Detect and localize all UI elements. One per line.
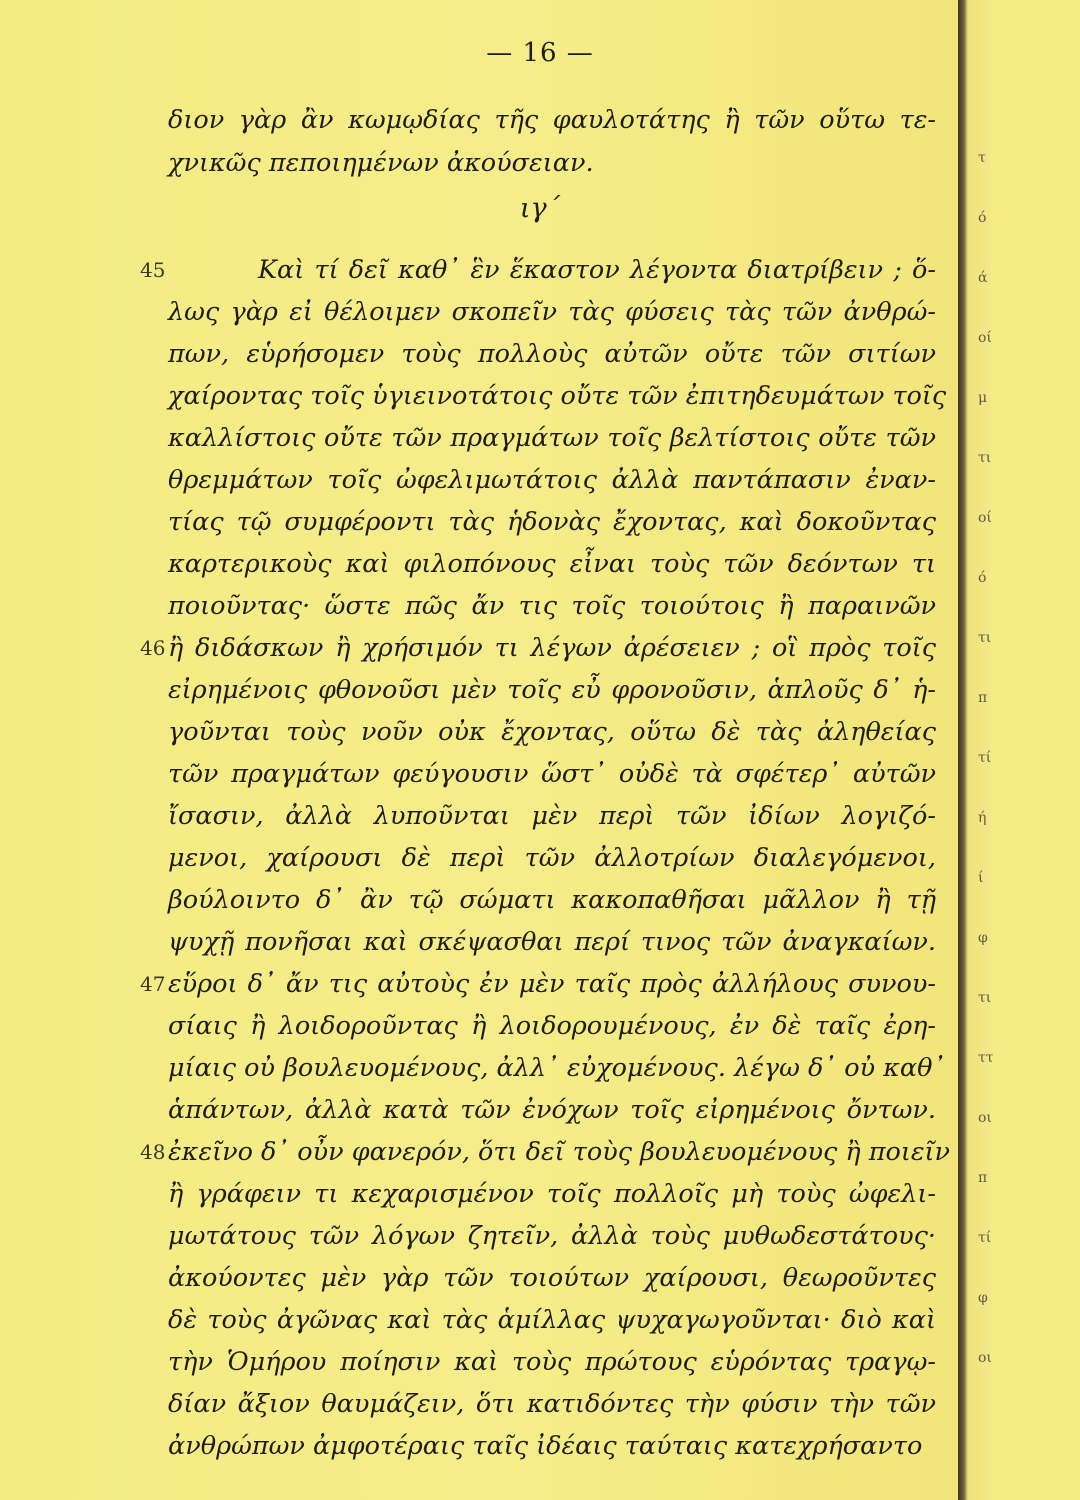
text-line: γοῦνται τοὺς νοῦν οὐκ ἔχοντας, οὕτω δὲ τὰς ἀληθείας <box>168 717 936 747</box>
facing-page-fragment: τ <box>978 150 986 166</box>
facing-page-fragment: ττ <box>978 1050 994 1066</box>
facing-page-fragment: τι <box>978 450 992 466</box>
text-line: λως γὰρ εἰ θέλοιμεν σκοπεῖν τὰς φύσεις τὰς τῶν ἀνθρώ- <box>168 297 936 327</box>
text-line: ἢ διδάσκων ἢ χρήσιμόν τι λέγων ἀρέσειεν ; οἳ πρὸς τοῖς <box>168 633 936 663</box>
text-line: ποιοῦντας· ὥστε πῶς ἄν τις τοῖς τοιούτοις ἢ παραινῶν <box>168 591 936 621</box>
facing-page-fragment: π <box>978 1170 988 1186</box>
facing-page-fragment: τί <box>978 750 992 766</box>
text-line: θρεμμάτων τοῖς ὠφελιμωτάτοις ἀλλὰ παντάπασιν ἐναν- <box>168 465 936 495</box>
text-line: εἰρημένοις φθονοῦσι μὲν τοῖς εὖ φρονοῦσιν, ἁπλοῦς δ᾽ ἡ- <box>168 675 936 705</box>
facing-page-fragment: τι <box>978 990 992 1006</box>
text-line: τῶν πραγμάτων φεύγουσιν ὥστ᾽ οὐδὲ τὰ σφέτερ᾽ αὐτῶν <box>168 759 936 789</box>
facing-page-fragment: ή <box>978 810 987 826</box>
section-heading: ιγ΄ <box>519 193 561 224</box>
text-line: ἐκεῖνο δ᾽ οὖν φανερόν, ὅτι δεῖ τοὺς βουλευομένους ἢ ποιεῖν <box>168 1137 951 1167</box>
text-line: καρτερικοὺς καὶ φιλοπόνους εἶναι τοὺς τῶν δεόντων τι <box>168 549 936 579</box>
text-line: μίαις οὐ βουλευομένους, ἀλλ᾽ εὐχομένους. λέγω δ᾽ οὐ καθ᾽ <box>168 1053 946 1083</box>
facing-page-fragment: τί <box>978 1230 992 1246</box>
text-line: τὴν Ὁμήρου ποίησιν καὶ τοὺς πρώτους εὑρόντας τραγῳ- <box>168 1347 936 1377</box>
text-line: ἴσασιν, ἀλλὰ λυποῦνται μὲν περὶ τῶν ἰδίων λογιζό- <box>168 801 936 831</box>
facing-page-fragment: οι <box>978 1110 992 1126</box>
text-line: μωτάτους τῶν λόγων ζητεῖν, ἀλλὰ τοὺς μυθωδεστάτους· <box>168 1221 936 1251</box>
text-line: ἢ γράφειν τι κεχαρισμένον τοῖς πολλοῖς μὴ τοὺς ὠφελι- <box>168 1179 936 1209</box>
facing-page-fragment: φ <box>978 1290 988 1306</box>
text-line: διον γὰρ ἂν κωμῳδίας τῆς φαυλοτάτης ἢ τῶν οὕτω τε- <box>168 105 936 135</box>
text-line: βούλοιντο δ᾽ ἂν τῷ σώματι κακοπαθῆσαι μᾶλλον ἢ τῇ <box>168 885 936 915</box>
facing-page-fragment: μ <box>978 390 988 406</box>
text-line: χαίροντας τοῖς ὑγιεινοτάτοις οὔτε τῶν ἐπιτηδευμάτων τοῖς <box>168 381 947 411</box>
facing-page-fragment: π <box>978 690 988 706</box>
text-line: ἁπάντων, ἀλλὰ κατὰ τῶν ἐνόχων τοῖς εἰρημένοις ὄντων. <box>168 1095 936 1125</box>
line-number: 48 <box>140 1140 166 1164</box>
facing-page-fragment: ό <box>978 570 987 586</box>
text-line: καλλίστοις οὔτε τῶν πραγμάτων τοῖς βελτίστοις οὔτε τῶν <box>168 423 936 453</box>
text-line: ἀκούοντες μὲν γὰρ τῶν τοιούτων χαίρουσι, θεωροῦντες <box>168 1263 936 1293</box>
facing-page-fragment: ά <box>978 270 988 286</box>
facing-page-fragment: ί <box>978 870 984 886</box>
line-number: 47 <box>140 972 166 996</box>
text-line: τίας τῷ συμφέροντι τὰς ἡδονὰς ἔχοντας, καὶ δοκοῦντας <box>168 507 936 537</box>
facing-page-fragment: ό <box>978 210 987 226</box>
text-line: ἀνθρώπων ἀμφοτέραις ταῖς ἰδέαις ταύταις κατεχρήσαντο <box>168 1431 923 1461</box>
facing-page-fragment: φ <box>978 930 988 946</box>
page-number: — 16 — <box>486 38 594 68</box>
line-number: 46 <box>140 636 166 660</box>
facing-page-fragment: οί <box>978 510 992 526</box>
text-line: χνικῶς πεποιημένων ἀκούσειαν. <box>168 148 594 178</box>
text-line: δὲ τοὺς ἀγῶνας καὶ τὰς ἁμίλλας ψυχαγωγοῦνται· διὸ καὶ <box>168 1305 936 1335</box>
text-line: δίαν ἄξιον θαυμάζειν, ὅτι κατιδόντες τὴν φύσιν τὴν τῶν <box>168 1389 936 1419</box>
facing-page-fragment: οί <box>978 330 992 346</box>
text-line: σίαις ἢ λοιδοροῦντας ἢ λοιδορουμένους, ἐν δὲ ταῖς ἐρη- <box>168 1011 936 1041</box>
text-line: μενοι, χαίρουσι δὲ περὶ τῶν ἀλλοτρίων διαλεγόμενοι, <box>168 843 936 873</box>
text-line: εὕροι δ᾽ ἄν τις αὐτοὺς ἐν μὲν ταῖς πρὸς ἀλλήλους συνου- <box>168 969 936 999</box>
facing-page-fragment: τι <box>978 630 992 646</box>
facing-page-fragment: οι <box>978 1350 992 1366</box>
text-line: ψυχῇ πονῆσαι καὶ σκέψασθαι περί τινος τῶν ἀναγκαίων. <box>168 927 936 957</box>
text-line: πων, εὑρήσομεν τοὺς πολλοὺς αὐτῶν οὔτε τῶν σιτίων <box>168 339 936 369</box>
line-number: 45 <box>140 258 166 282</box>
text-line: Καὶ τί δεῖ καθ᾽ ἓν ἕκαστον λέγοντα διατρίβειν ; ὅ- <box>258 255 936 285</box>
